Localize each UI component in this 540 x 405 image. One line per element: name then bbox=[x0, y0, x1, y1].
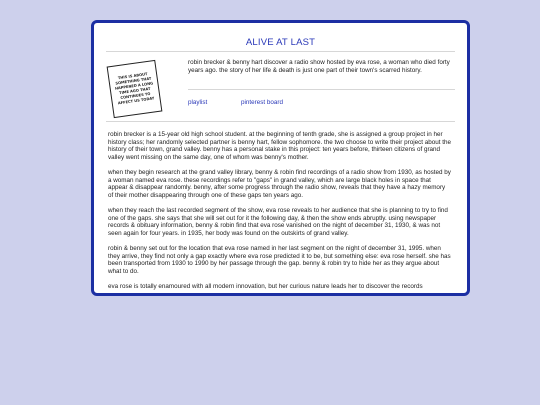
sticky-note-image bbox=[107, 60, 163, 118]
synopsis-paragraph: eva rose is totally enamoured with all modern innovation, but her curious nature leads her to discover the records bbox=[108, 282, 423, 290]
title-divider bbox=[106, 51, 455, 52]
synopsis-paragraph: robin brecker is a 15-year old high school student. at the beginning of tenth grade, she is assigned a group project in her history class; her randomly selected partner is benny hart, fellow sophomore. the two choose to write their project about the history of their town, grand valley. benny has a personal stake in this project: ten years before, thirteen citizens of grand valley went missing on the same day, one of whom was benny's mother. bbox=[108, 131, 452, 161]
synopsis-paragraph: when they begin research at the grand valley library, benny & robin find recordings of a radio show from 1930, as hosted by a woman named eva rose. these recordings refer to "gaps" in grand valley, which are large black holes in space that appear & disappear randomly. benny, after some progress through the radio show, reveals that they have a hazy memory of their mother disappearing through one of these gaps ten years ago. bbox=[108, 168, 451, 199]
summary-divider bbox=[188, 89, 455, 90]
main-card bbox=[91, 20, 470, 296]
pinterest-board-link[interactable]: pinterest board bbox=[241, 99, 284, 106]
synopsis-paragraph: robin & benny set out for the location that eva rose named in her last segment on the night of december 31, 1995. when they arrive, they find not only a gap exactly where eva rose predicted it to be, but something else: eva rose herself. she has been transported from 1930 to 1990 by her passage through the gap. benny & robin try to hide her as they argue about what to do. bbox=[108, 244, 451, 275]
synopsis-paragraph: when they reach the last recorded segment of the show, eva rose reveals to her audience that she is planning to try to find one of the gaps. she says that she will set out for it the following day, & then the show ends abruptly. using newspaper records & obituary information, benny & robin find that eva rose vanished on the night of december 31, 1930, & was not seen again for four years. in 1935, her body was found on the outskirts of grand valley. bbox=[108, 206, 448, 237]
sticky-note-text: THIS IS ABOUT SOMETHING THAT HAPPENED A LONG TIME AGO THAT CONTINUES TO AFFECT US TODAY bbox=[114, 72, 155, 106]
page-title: ALIVE AT LAST bbox=[245, 37, 316, 48]
playlist-link[interactable]: playlist bbox=[188, 99, 208, 106]
links-divider bbox=[106, 121, 455, 122]
summary-text: robin brecker & benny hart discover a radio show hosted by eva rose, a woman who died forty years ago. the story of her life & death is just one part of their town's scarred history. bbox=[188, 59, 450, 74]
synopsis-body bbox=[108, 131, 452, 296]
